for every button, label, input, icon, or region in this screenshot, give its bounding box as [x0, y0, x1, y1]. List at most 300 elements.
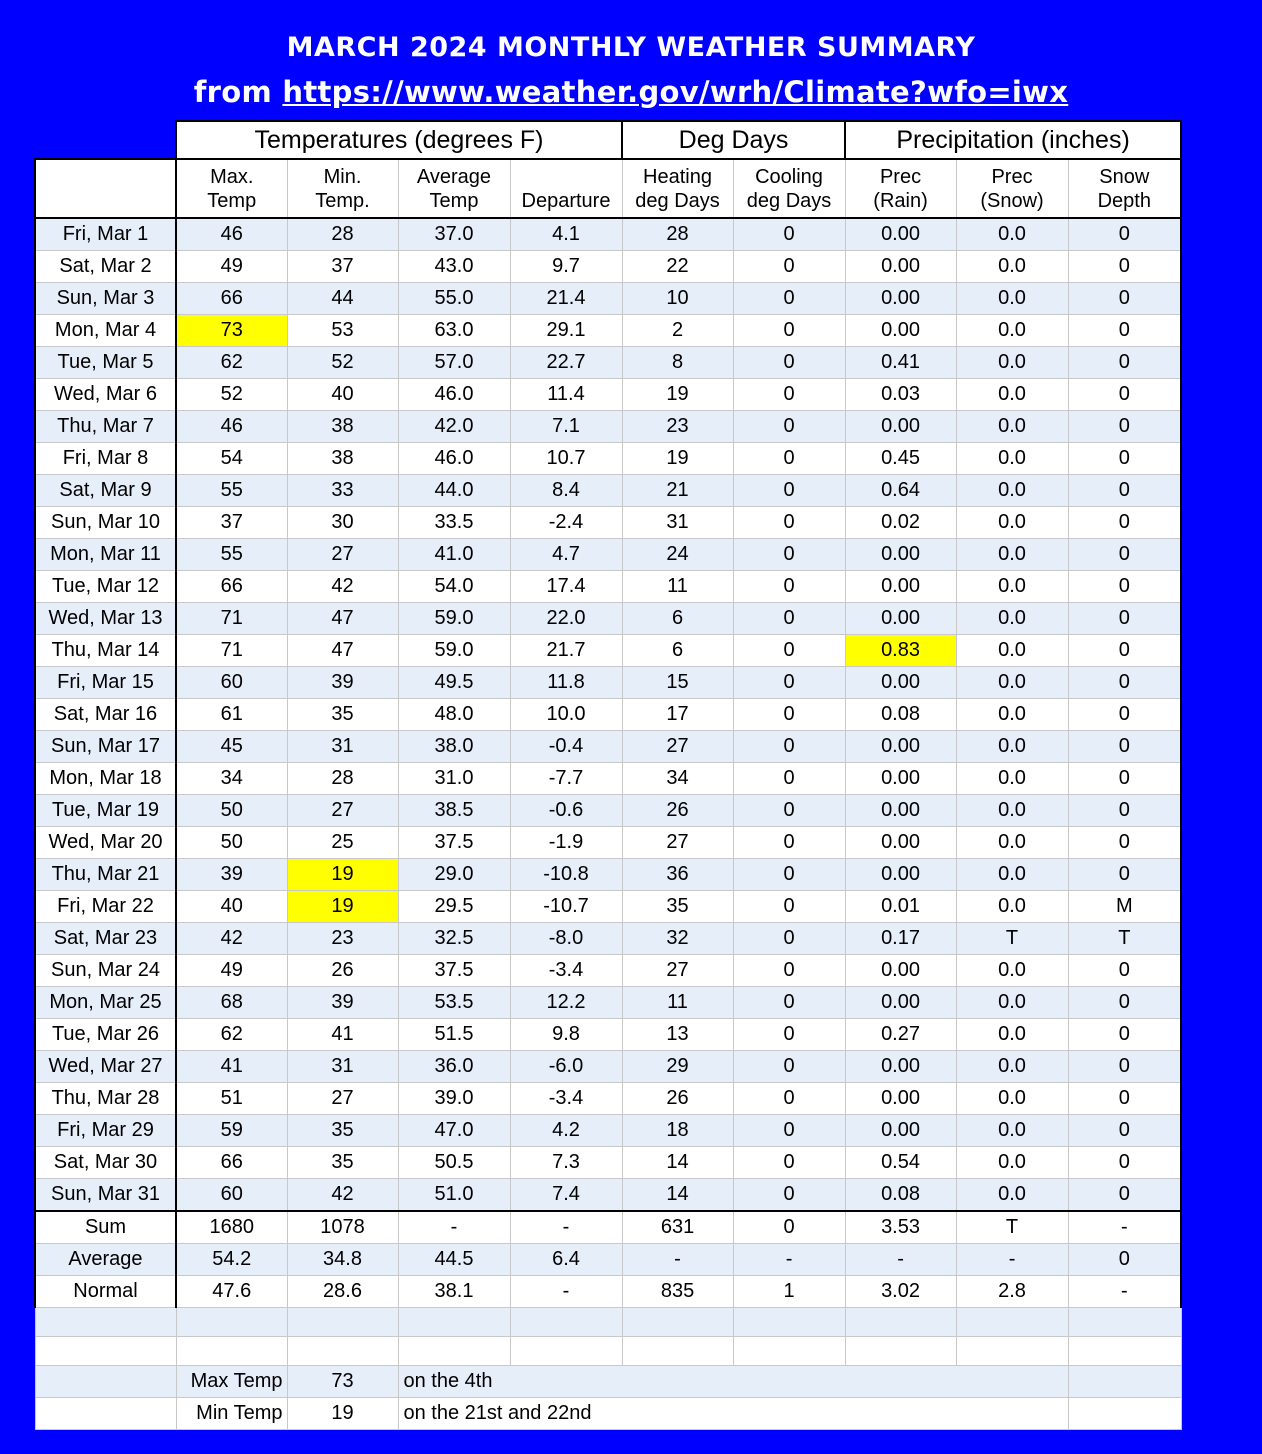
value-cell: 0.00 [845, 539, 956, 571]
value-cell: 0.0 [956, 571, 1068, 603]
value-cell: 0.00 [845, 603, 956, 635]
day-row [35, 283, 1181, 315]
value-cell: -3.4 [510, 1083, 622, 1115]
date-cell: Wed, Mar 20 [35, 827, 176, 859]
value-cell: 28 [287, 763, 398, 795]
value-cell: 35 [287, 699, 398, 731]
column-header-line1 [511, 165, 622, 189]
value-cell: 0 [1068, 1083, 1181, 1115]
value-cell: 59.0 [398, 603, 510, 635]
value-cell: 37.0 [398, 218, 510, 251]
value-cell: 46 [176, 218, 287, 251]
value-cell: 0.0 [956, 1051, 1068, 1083]
value-cell: 51.0 [398, 1179, 510, 1212]
column-header [622, 159, 733, 218]
date-cell: Fri, Mar 22 [35, 891, 176, 923]
value-cell: 0.00 [845, 218, 956, 251]
value-cell: 17 [622, 699, 733, 731]
value-cell: 60 [176, 667, 287, 699]
value-cell: 0 [733, 795, 845, 827]
value-cell: 0.0 [956, 827, 1068, 859]
summary-value: - [510, 1211, 622, 1244]
value-cell: 31 [622, 507, 733, 539]
value-cell: 0.0 [956, 218, 1068, 251]
value-cell: 27 [622, 827, 733, 859]
value-cell: 0 [1068, 1179, 1181, 1212]
value-cell: 0 [733, 603, 845, 635]
value-cell: 71 [176, 603, 287, 635]
value-cell: -2.4 [510, 507, 622, 539]
value-cell: 4.7 [510, 539, 622, 571]
value-cell: 0 [733, 731, 845, 763]
summary-value: 835 [622, 1276, 733, 1308]
value-cell: 0 [1068, 347, 1181, 379]
value-cell: 0 [1068, 571, 1181, 603]
day-row [35, 1051, 1181, 1083]
value-cell: 0 [1068, 1051, 1181, 1083]
value-cell: 0.0 [956, 635, 1068, 667]
value-cell: 0 [1068, 1147, 1181, 1179]
value-cell: 0 [1068, 859, 1181, 891]
value-cell: 50 [176, 795, 287, 827]
weather-table [34, 120, 1182, 1430]
value-cell: 0 [733, 411, 845, 443]
value-cell: -3.4 [510, 955, 622, 987]
value-cell: 0.0 [956, 507, 1068, 539]
summary-label: Normal [35, 1276, 176, 1308]
date-cell: Sun, Mar 31 [35, 1179, 176, 1212]
day-row [35, 1115, 1181, 1147]
value-cell: 0 [733, 251, 845, 283]
value-cell: 29 [622, 1051, 733, 1083]
value-cell: 0 [1068, 987, 1181, 1019]
value-cell: 0.0 [956, 1147, 1068, 1179]
date-cell: Thu, Mar 14 [35, 635, 176, 667]
column-header [845, 159, 956, 218]
value-cell: 31 [287, 1051, 398, 1083]
summary-value: 54.2 [176, 1244, 287, 1276]
extreme-row [35, 1398, 1181, 1430]
value-cell: 0 [1068, 507, 1181, 539]
value-cell: 39.0 [398, 1083, 510, 1115]
summary-value: - [733, 1244, 845, 1276]
value-cell: 23 [622, 411, 733, 443]
summary-value: 6.4 [510, 1244, 622, 1276]
value-cell: 46.0 [398, 379, 510, 411]
value-cell: 57.0 [398, 347, 510, 379]
day-row [35, 635, 1181, 667]
empty-cell [510, 1337, 622, 1366]
value-cell: 0 [733, 699, 845, 731]
value-cell: 0 [733, 315, 845, 347]
value-cell: 0.0 [956, 699, 1068, 731]
day-row [35, 667, 1181, 699]
day-row [35, 539, 1181, 571]
value-cell: 28 [622, 218, 733, 251]
value-cell: 40 [176, 891, 287, 923]
value-cell: 0 [733, 1019, 845, 1051]
column-header [287, 159, 398, 218]
value-cell: 6 [622, 603, 733, 635]
value-cell: 0 [1068, 795, 1181, 827]
date-cell: Fri, Mar 1 [35, 218, 176, 251]
value-cell: 0 [1068, 635, 1181, 667]
value-cell: 51 [176, 1083, 287, 1115]
summary-value: 3.02 [845, 1276, 956, 1308]
value-cell: 27 [622, 731, 733, 763]
date-cell: Fri, Mar 29 [35, 1115, 176, 1147]
value-cell: 34 [176, 763, 287, 795]
value-cell: 0 [733, 859, 845, 891]
summary-value: 47.6 [176, 1276, 287, 1308]
value-cell: 0.45 [845, 443, 956, 475]
empty-cell [622, 1308, 733, 1337]
value-cell: 22.0 [510, 603, 622, 635]
value-cell: 0.0 [956, 379, 1068, 411]
value-cell: 0 [733, 218, 845, 251]
day-row [35, 379, 1181, 411]
date-cell: Sat, Mar 30 [35, 1147, 176, 1179]
value-cell: 11 [622, 987, 733, 1019]
column-header-line1: Snow [1099, 165, 1150, 188]
day-row [35, 763, 1181, 795]
value-cell: 6 [622, 635, 733, 667]
date-cell: Fri, Mar 15 [35, 667, 176, 699]
value-cell: 4.2 [510, 1115, 622, 1147]
value-cell: 0.64 [845, 475, 956, 507]
value-cell: 0.0 [956, 315, 1068, 347]
value-cell: 0.08 [845, 699, 956, 731]
value-cell: 29.1 [510, 315, 622, 347]
column-header-line2: deg Days [635, 189, 720, 212]
value-cell: 32 [622, 923, 733, 955]
value-cell: 11.4 [510, 379, 622, 411]
value-cell: 41 [176, 1051, 287, 1083]
value-cell: 19 [622, 443, 733, 475]
date-cell: Sat, Mar 16 [35, 699, 176, 731]
value-cell: 2 [622, 315, 733, 347]
summary-value: - [398, 1211, 510, 1244]
day-row [35, 1083, 1181, 1115]
summary-value: - [845, 1244, 956, 1276]
value-cell: 0.00 [845, 1051, 956, 1083]
value-cell: 0 [1068, 475, 1181, 507]
value-cell: 18 [622, 1115, 733, 1147]
value-cell: 13 [622, 1019, 733, 1051]
value-cell: 36 [622, 859, 733, 891]
summary-value: - [1068, 1276, 1181, 1308]
value-cell: 9.8 [510, 1019, 622, 1051]
date-cell: Sun, Mar 24 [35, 955, 176, 987]
column-header-line1: Cooling [755, 165, 823, 188]
value-cell: 45 [176, 731, 287, 763]
column-header [510, 159, 622, 218]
value-cell: T [1068, 923, 1181, 955]
value-cell: 39 [176, 859, 287, 891]
day-row [35, 411, 1181, 443]
value-cell: 0 [1068, 283, 1181, 315]
summary-row [35, 1276, 1181, 1308]
summary-value: T [956, 1211, 1068, 1244]
value-cell: 17.4 [510, 571, 622, 603]
value-cell: 0.0 [956, 955, 1068, 987]
summary-label: Average [35, 1244, 176, 1276]
day-row [35, 315, 1181, 347]
value-cell: 0.00 [845, 315, 956, 347]
empty-cell [956, 1337, 1068, 1366]
column-header-line2: Depth [1097, 189, 1151, 212]
date-cell: Tue, Mar 12 [35, 571, 176, 603]
value-cell: 71 [176, 635, 287, 667]
value-cell: 14 [622, 1179, 733, 1212]
value-cell: 42 [176, 923, 287, 955]
value-cell: 52 [287, 347, 398, 379]
value-cell: 59 [176, 1115, 287, 1147]
value-cell: 11 [622, 571, 733, 603]
value-cell: 0.00 [845, 667, 956, 699]
value-cell: 0 [733, 1115, 845, 1147]
column-header-line2: Temp. [315, 189, 370, 212]
value-cell: 24 [622, 539, 733, 571]
value-cell: 0.0 [956, 731, 1068, 763]
value-cell: 0.0 [956, 283, 1068, 315]
value-cell: 29.5 [398, 891, 510, 923]
value-cell: 35 [287, 1115, 398, 1147]
value-cell: 0 [1068, 1115, 1181, 1147]
value-cell: 0.0 [956, 1083, 1068, 1115]
source-prefix: from [193, 75, 283, 109]
value-cell: 0 [1068, 315, 1181, 347]
value-cell: 0.00 [845, 827, 956, 859]
value-cell: 31 [287, 731, 398, 763]
value-cell: 0 [1068, 699, 1181, 731]
value-cell: 14 [622, 1147, 733, 1179]
value-cell: -10.8 [510, 859, 622, 891]
day-row [35, 987, 1181, 1019]
value-cell: 38.5 [398, 795, 510, 827]
value-cell: 19 [287, 859, 398, 891]
value-cell: 44.0 [398, 475, 510, 507]
day-row [35, 443, 1181, 475]
column-header-line2: (Snow) [980, 189, 1044, 212]
value-cell: 46.0 [398, 443, 510, 475]
value-cell: 0 [733, 283, 845, 315]
value-cell: 61 [176, 699, 287, 731]
extreme-value: 73 [287, 1366, 398, 1398]
empty-cell [510, 1308, 622, 1337]
summary-row [35, 1211, 1181, 1244]
day-row [35, 347, 1181, 379]
value-cell: 47 [287, 635, 398, 667]
value-cell: 0.00 [845, 731, 956, 763]
value-cell: 51.5 [398, 1019, 510, 1051]
value-cell: 32.5 [398, 923, 510, 955]
empty-cell [287, 1337, 398, 1366]
value-cell: 19 [622, 379, 733, 411]
day-row [35, 699, 1181, 731]
value-cell: 53 [287, 315, 398, 347]
column-header-line2: Departure [521, 189, 611, 212]
value-cell: 19 [287, 891, 398, 923]
value-cell: 62 [176, 347, 287, 379]
value-cell: 52 [176, 379, 287, 411]
column-header-line1: Heating [643, 165, 712, 188]
summary-value: 34.8 [287, 1244, 398, 1276]
value-cell: 7.4 [510, 1179, 622, 1212]
value-cell: 0 [1068, 251, 1181, 283]
value-cell: 0.0 [956, 859, 1068, 891]
value-cell: 8 [622, 347, 733, 379]
value-cell: 29.0 [398, 859, 510, 891]
value-cell: 15 [622, 667, 733, 699]
value-cell: 21 [622, 475, 733, 507]
value-cell: 28 [287, 218, 398, 251]
value-cell: 0.00 [845, 571, 956, 603]
value-cell: 41 [287, 1019, 398, 1051]
value-cell: 21.4 [510, 283, 622, 315]
value-cell: 0 [733, 763, 845, 795]
value-cell: -7.7 [510, 763, 622, 795]
day-row [35, 731, 1181, 763]
empty-cell [956, 1308, 1068, 1337]
date-cell: Sat, Mar 2 [35, 251, 176, 283]
value-cell: 12.2 [510, 987, 622, 1019]
day-row [35, 218, 1181, 251]
empty-cell [176, 1308, 287, 1337]
value-cell: 0 [1068, 1019, 1181, 1051]
column-header-line1: Max. [210, 165, 254, 188]
value-cell: 39 [287, 987, 398, 1019]
value-cell: 54.0 [398, 571, 510, 603]
date-cell: Wed, Mar 27 [35, 1051, 176, 1083]
value-cell: 0.0 [956, 443, 1068, 475]
extreme-blank [1068, 1366, 1181, 1398]
value-cell: 0.01 [845, 891, 956, 923]
value-cell: 0.00 [845, 1083, 956, 1115]
value-cell: 62 [176, 1019, 287, 1051]
value-cell: 0 [733, 987, 845, 1019]
value-cell: 0 [1068, 603, 1181, 635]
value-cell: 26 [622, 1083, 733, 1115]
value-cell: 42 [287, 1179, 398, 1212]
empty-cell [733, 1337, 845, 1366]
day-row [35, 1019, 1181, 1051]
value-cell: 47.0 [398, 1115, 510, 1147]
value-cell: 0.54 [845, 1147, 956, 1179]
value-cell: 0.00 [845, 411, 956, 443]
value-cell: 55 [176, 475, 287, 507]
value-cell: -8.0 [510, 923, 622, 955]
empty-cell [845, 1308, 956, 1337]
value-cell: -0.6 [510, 795, 622, 827]
value-cell: M [1068, 891, 1181, 923]
value-cell: 0 [733, 1083, 845, 1115]
source-link[interactable]: https://www.weather.gov/wrh/Climate?wfo=iwx [282, 75, 1069, 109]
value-cell: 55 [176, 539, 287, 571]
summary-value: - [510, 1276, 622, 1308]
empty-cell [845, 1337, 956, 1366]
summary-label: Sum [35, 1211, 176, 1244]
date-cell: Tue, Mar 19 [35, 795, 176, 827]
value-cell: 0.0 [956, 891, 1068, 923]
day-row [35, 1179, 1181, 1212]
value-cell: 10.7 [510, 443, 622, 475]
value-cell: 26 [622, 795, 733, 827]
value-cell: 34 [622, 763, 733, 795]
date-cell: Thu, Mar 21 [35, 859, 176, 891]
value-cell: 0 [733, 443, 845, 475]
corner-blank [35, 121, 176, 159]
summary-row [35, 1244, 1181, 1276]
column-header [176, 159, 287, 218]
value-cell: 7.1 [510, 411, 622, 443]
value-cell: 0 [733, 507, 845, 539]
value-cell: 0 [733, 571, 845, 603]
value-cell: 35 [287, 1147, 398, 1179]
value-cell: 49 [176, 251, 287, 283]
value-cell: 0 [1068, 539, 1181, 571]
value-cell: 37 [287, 251, 398, 283]
date-cell: Mon, Mar 18 [35, 763, 176, 795]
day-row [35, 251, 1181, 283]
date-cell: Wed, Mar 6 [35, 379, 176, 411]
column-header-row [35, 159, 1181, 218]
value-cell: 0.0 [956, 795, 1068, 827]
value-cell: 0 [733, 891, 845, 923]
day-row [35, 475, 1181, 507]
value-cell: 38 [287, 411, 398, 443]
empty-cell [622, 1337, 733, 1366]
value-cell: 66 [176, 1147, 287, 1179]
value-cell: 0.83 [845, 635, 956, 667]
extreme-blank [1068, 1398, 1181, 1430]
page-title: MARCH 2024 MONTHLY WEATHER SUMMARY [286, 32, 976, 63]
value-cell: 27 [287, 539, 398, 571]
value-cell: 49.5 [398, 667, 510, 699]
value-cell: -6.0 [510, 1051, 622, 1083]
value-cell: 11.8 [510, 667, 622, 699]
value-cell: 7.3 [510, 1147, 622, 1179]
date-cell: Sat, Mar 23 [35, 923, 176, 955]
value-cell: 0.00 [845, 251, 956, 283]
weather-summary-sheet [34, 120, 1180, 1428]
value-cell: -1.9 [510, 827, 622, 859]
date-cell: Fri, Mar 8 [35, 443, 176, 475]
value-cell: -10.7 [510, 891, 622, 923]
value-cell: 0 [1068, 443, 1181, 475]
value-cell: 27 [287, 795, 398, 827]
value-cell: 0 [733, 1147, 845, 1179]
group-header-row [35, 121, 1181, 159]
column-header [398, 159, 510, 218]
date-cell: Tue, Mar 5 [35, 347, 176, 379]
summary-value: 0 [733, 1211, 845, 1244]
value-cell: 0.00 [845, 1115, 956, 1147]
extreme-label: Min Temp [176, 1398, 287, 1430]
source-line [0, 75, 1262, 109]
value-cell: 8.4 [510, 475, 622, 507]
extreme-note: on the 4th [398, 1366, 1068, 1398]
date-cell: Mon, Mar 25 [35, 987, 176, 1019]
date-cell: Sun, Mar 3 [35, 283, 176, 315]
empty-cell [733, 1308, 845, 1337]
value-cell: 0 [733, 923, 845, 955]
value-cell: 0 [733, 379, 845, 411]
value-cell: 22.7 [510, 347, 622, 379]
empty-cell [176, 1337, 287, 1366]
empty-cell [1068, 1308, 1181, 1337]
empty-cell [287, 1308, 398, 1337]
